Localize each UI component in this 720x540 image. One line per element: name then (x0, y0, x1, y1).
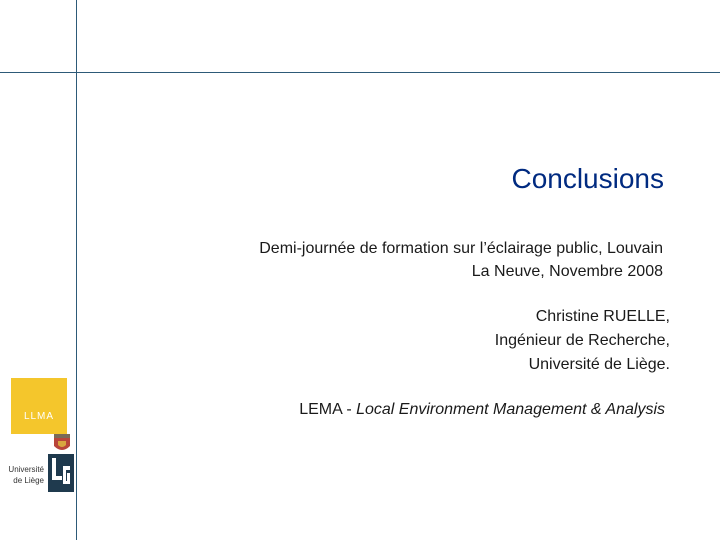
ulg-monogram-icon (48, 454, 74, 492)
ulg-line-2: de Liège (13, 476, 44, 485)
lab-name (299, 401, 665, 419)
author-affiliation: Université de Liège. (528, 356, 670, 373)
lema-logo-text: LLMA (23, 411, 55, 422)
ulg-line-1: Université (8, 465, 44, 474)
author-block (495, 305, 670, 377)
university-crest-icon (50, 432, 74, 454)
ulg-logo-text (4, 464, 44, 486)
horizontal-rule (0, 72, 720, 73)
subtitle-line-2: La Neuve, Novembre 2008 (471, 263, 663, 280)
author-role: Ingénieur de Recherche, (494, 332, 670, 349)
author-name: Christine RUELLE, (535, 308, 670, 325)
slide-title: Conclusions (511, 163, 664, 194)
subtitle-line-1: Demi-journée de formation sur l’éclairage public, Louvain (259, 240, 663, 257)
lab-prefix: LEMA - (299, 401, 357, 418)
slide-subtitle (259, 237, 663, 283)
lab-full-name: Local Environment Management & Analysis (356, 401, 665, 418)
ulg-logo (4, 432, 74, 492)
lema-logo (11, 378, 67, 434)
vertical-rule (76, 0, 77, 540)
